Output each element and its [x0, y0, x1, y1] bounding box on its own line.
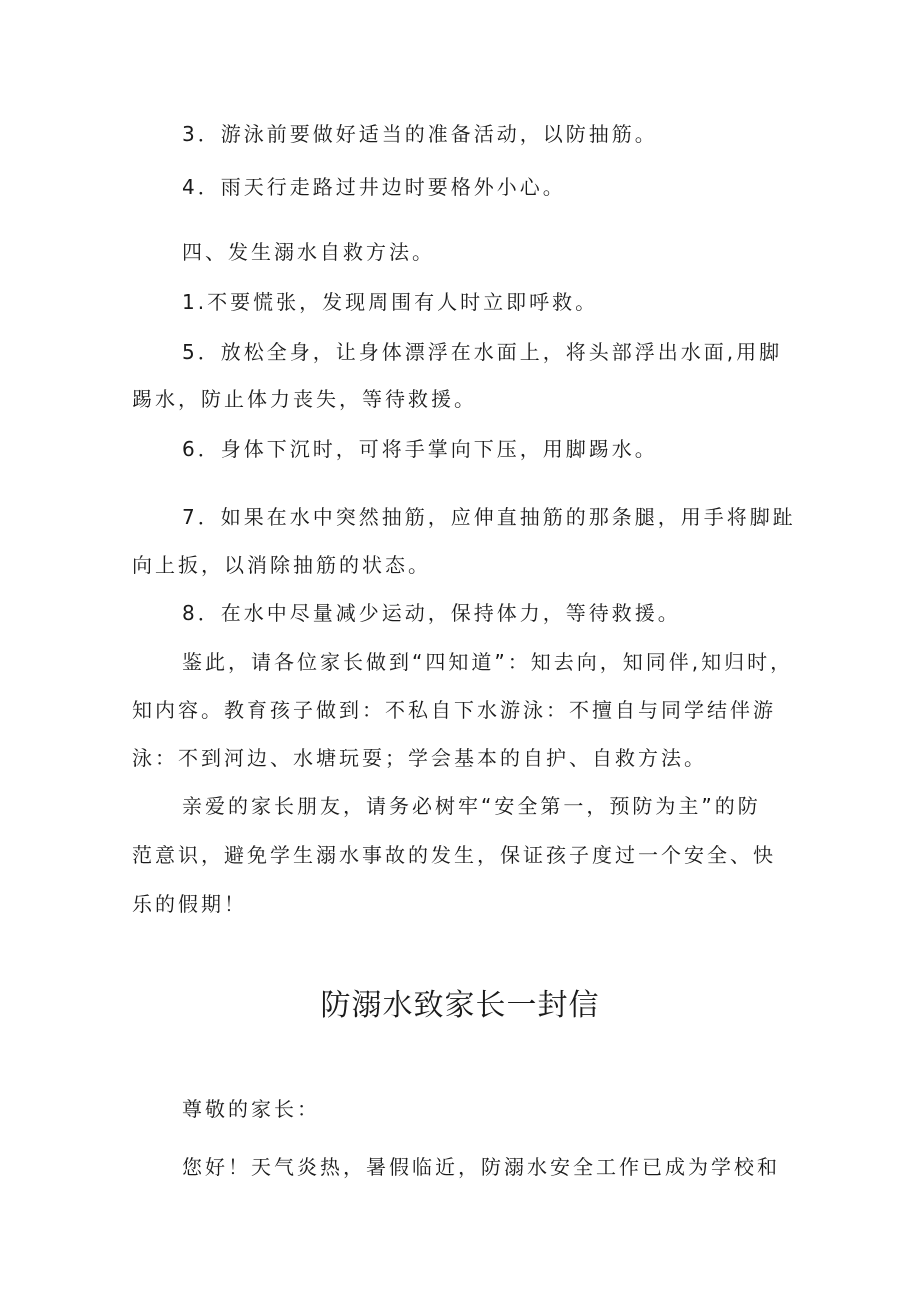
self-rescue-item-6: 6．身体下沉时，可将手掌向下压，用脚踢水。	[182, 437, 658, 461]
paragraph-four-knows-line-3: 泳：不到河边、水塘玩耍；学会基本的自护、自救方法。	[132, 746, 707, 770]
paragraph-four-knows-line-1: 鉴此，请各位家长做到“四知道”：知去向，知同伴,知归时，	[182, 650, 794, 674]
letter-salutation: 尊敬的家长：	[182, 1097, 320, 1121]
paragraph-four-knows-line-2: 知内容。教育孩子做到：不私自下水游泳：不擅自与同学结伴游	[132, 698, 776, 722]
self-rescue-item-7-line-1: 7．如果在水中突然抽筋，应伸直抽筋的那条腿，用手将脚趾	[182, 505, 796, 529]
item-4-text: 4．雨天行走路过井边时要格外小心。	[182, 175, 566, 199]
paragraph-safety-first-line-3: 乐的假期！	[132, 892, 247, 916]
item-3-text: 3．游泳前要做好适当的准备活动，以防抽筋。	[182, 122, 658, 146]
paragraph-safety-first-line-2: 范意识，避免学生溺水事故的发生，保证孩子度过一个安全、快	[132, 843, 776, 867]
section-4-heading: 四、发生溺水自救方法。	[182, 240, 435, 264]
paragraph-safety-first-line-1: 亲爱的家长朋友，请务必树牢“安全第一，预防为主”的防	[182, 794, 761, 818]
self-rescue-item-1: 1.不要慌张，发现周围有人时立即呼救。	[182, 290, 599, 314]
self-rescue-item-5-line-1: 5．放松全身，让身体漂浮在水面上，将头部浮出水面,用脚	[182, 340, 783, 364]
letter-opening-line: 您好！天气炎热，暑假临近，防溺水安全工作已成为学校和	[182, 1155, 780, 1179]
self-rescue-item-5-line-2: 踢水，防止体力丧失，等待救援。	[132, 387, 477, 411]
self-rescue-item-8: 8．在水中尽量减少运动，保持体力，等待救援。	[182, 601, 681, 625]
letter-title: 防溺水致家长一封信	[320, 988, 600, 1023]
self-rescue-item-7-line-2: 向上扳，以消除抽筋的状态。	[132, 553, 431, 577]
